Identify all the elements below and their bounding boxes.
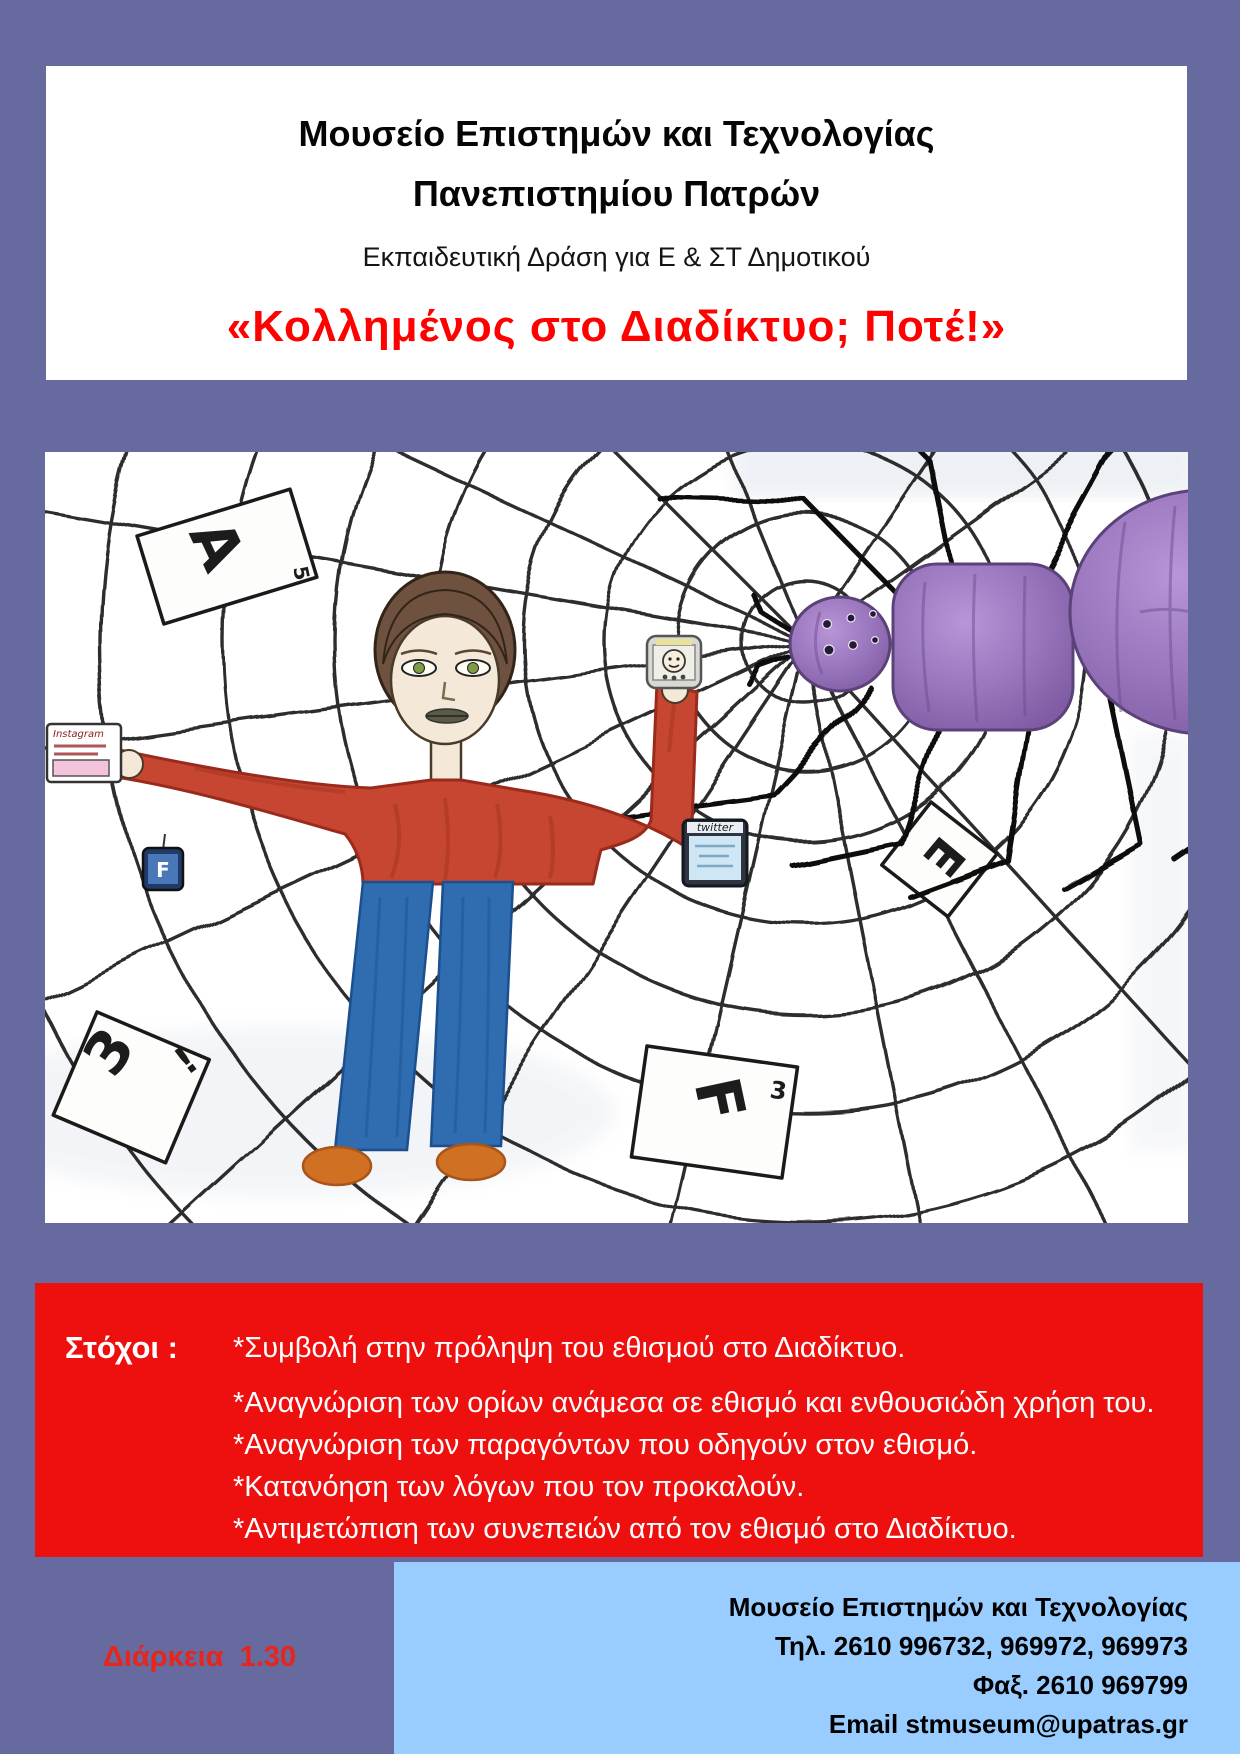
- museum-title-line2: Πανεπιστημίου Πατρών: [412, 173, 821, 214]
- duration-text: Διάρκεια 1.30: [103, 1641, 297, 1673]
- tile-f-letter: F: [679, 1070, 760, 1128]
- tile-a-letter: A: [174, 509, 258, 582]
- museum-title-line1: Μουσείο Επιστημών και Τεχνολογίας: [298, 113, 935, 154]
- person-mouth: [426, 709, 468, 723]
- objective-item: *Αντιμετώπιση των συνεπειών από τον εθισμό στο Διαδίκτυο.: [233, 1513, 1017, 1545]
- objectives-list: [233, 1327, 1195, 1550]
- activity-slogan: «Κολλημένος στο Διαδίκτυο; Ποτέ!»: [226, 302, 1007, 351]
- person-shoe-left: [303, 1147, 371, 1185]
- letter-tile-f: [631, 1046, 797, 1178]
- header-box: [46, 66, 1187, 380]
- objective-item: *Συμβολή στην πρόληψη του εθισμού στο Διαδίκτυο.: [233, 1332, 906, 1364]
- objective-item: *Αναγνώριση των παραγόντων που οδηγούν στον εθισμό.: [233, 1429, 978, 1461]
- tile-e-letter: E: [911, 825, 976, 887]
- paper-shading-top: [735, 452, 1188, 497]
- person-face: [391, 616, 499, 744]
- twitter-label: twitter: [696, 821, 734, 834]
- spider-thorax: [893, 564, 1073, 730]
- contact-email: Email stmuseum@upatras.gr: [828, 1709, 1188, 1739]
- paper-shading-right: [1130, 732, 1188, 1152]
- objectives-box: [35, 1283, 1203, 1557]
- activity-subtitle: Εκπαιδευτική Δράση για Ε & ΣΤ Δημοτικού: [362, 242, 871, 272]
- facebook-letter: F: [156, 858, 170, 882]
- tile-a-value: 5: [288, 563, 315, 583]
- objective-item: *Αναγνώριση των ορίων ανάμεσα σε εθισμό και ενθουσιώδη χρήση του.: [233, 1387, 1155, 1419]
- person-jeans-right: [431, 882, 513, 1146]
- objective-item: *Κατανόηση των λόγων που τον προκαλούν.: [233, 1471, 805, 1503]
- facebook-phone-icon: [143, 834, 183, 890]
- person-shoe-right: [437, 1144, 505, 1180]
- objectives-label: Στόχοι :: [65, 1330, 178, 1365]
- letter-tile-a: [137, 489, 317, 624]
- video-call-device-icon: [647, 636, 701, 688]
- tile-f-value: 3: [768, 1075, 789, 1106]
- spider-web-drawing: [45, 452, 1188, 1223]
- tile-3-mark: !: [165, 1037, 207, 1084]
- contact-box: [394, 1562, 1240, 1754]
- child-drawing-illustration: [45, 452, 1188, 1223]
- contact-phone: Τηλ. 2610 996732, 969972, 969973: [775, 1631, 1188, 1661]
- contact-fax: Φαξ. 2610 969799: [972, 1670, 1188, 1700]
- contact-museum-name: Μουσείο Επιστημών και Τεχνολογίας: [728, 1592, 1188, 1622]
- tile-3-number: 3: [69, 1015, 149, 1088]
- twitter-tablet-icon: [683, 820, 747, 886]
- instagram-phone-icon: [47, 724, 121, 782]
- instagram-label: Instagram: [53, 729, 104, 740]
